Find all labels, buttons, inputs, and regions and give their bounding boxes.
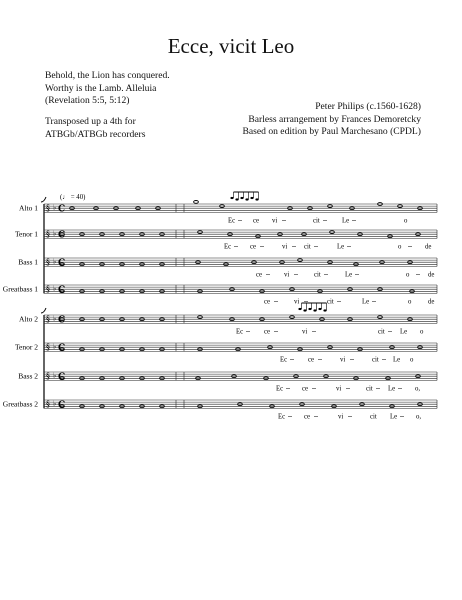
- flat-icon: ♭: [53, 399, 57, 408]
- bass-clef-icon: §: [46, 399, 50, 409]
- lyric-syllable: vi: [284, 271, 290, 279]
- lyric-syllable: Le: [342, 217, 350, 225]
- composer: Peter Philips (c.1560-1628): [315, 101, 421, 112]
- lyric-syllable: cit: [378, 328, 385, 336]
- tempo-mark: (♩ = 40): [60, 194, 86, 201]
- lyric-syllable: Ec: [224, 243, 232, 251]
- lyric-syllable: vi: [336, 385, 342, 393]
- lyric-syllable: cit: [304, 243, 311, 251]
- whole-note-icon: [194, 201, 199, 204]
- staff-greatbass-1: [3, 284, 437, 305]
- scripture-line: Worthy is the Lamb. Alleluia: [45, 82, 157, 94]
- staff-bass-2: [18, 371, 437, 392]
- part-label: Greatbass 1: [2, 284, 38, 294]
- lyric-syllable: o,: [416, 413, 422, 421]
- eighth-note-icon: [230, 197, 233, 199]
- lyric-syllable: vi: [302, 328, 308, 336]
- lyric-syllable: vi: [282, 243, 288, 251]
- transposition-line: Transposed up a 4th for: [45, 116, 136, 127]
- bass-clef-icon: §: [46, 284, 50, 294]
- lyric-syllable: Le: [393, 356, 401, 364]
- edition-source: Based on edition by Paul Marchesano (CPDL): [242, 126, 421, 138]
- common-time-icon: C: [58, 343, 66, 354]
- part-label: Alto 2: [19, 314, 38, 324]
- lyric-syllable: cit: [372, 356, 379, 364]
- transposition-line: ATBGb/ATBGb recorders: [45, 128, 146, 140]
- eighth-note-icon: [323, 309, 326, 311]
- part-label: Tenor 2: [14, 342, 38, 352]
- lyric-syllable: de: [428, 298, 435, 306]
- lyric-syllable: Ec: [236, 328, 244, 336]
- lyric-syllable: ce: [253, 217, 260, 225]
- lyric-syllable: vi: [294, 298, 300, 306]
- lyric-syllable: Le: [400, 328, 408, 336]
- lyric-syllable: ce: [250, 243, 257, 251]
- common-time-icon: C: [58, 230, 66, 241]
- page-title: Ecce, vicit Leo: [167, 34, 295, 58]
- staff-greatbass-2: [3, 399, 437, 420]
- arranger: Barless arrangement by Frances Demoretcky: [248, 113, 421, 125]
- lyric-syllable: cit: [327, 298, 334, 306]
- lyric-syllable: Ec: [280, 356, 288, 364]
- part-label: Bass 1: [18, 257, 38, 267]
- eighth-note-icon: [298, 308, 301, 310]
- part-label: Tenor 1: [14, 229, 38, 239]
- lyric-syllable: Le: [362, 298, 370, 306]
- eighth-note-icon: [250, 197, 253, 199]
- lyric-syllable: o: [420, 328, 424, 336]
- bracket-hook: [41, 308, 46, 313]
- bass-clef-icon: §: [46, 342, 50, 352]
- lyric-syllable: o: [410, 356, 414, 364]
- flat-icon: ♭: [53, 314, 57, 323]
- staff-alto-2: [19, 303, 437, 335]
- lyric-syllable: ce: [304, 413, 311, 421]
- part-label: Greatbass 2: [2, 399, 38, 409]
- lyric-syllable: vi: [338, 413, 344, 421]
- lyric-syllable: o: [404, 217, 408, 225]
- lyric-syllable: Ec: [228, 217, 236, 225]
- part-label: Bass 2: [18, 371, 38, 381]
- common-time-icon: C: [58, 400, 66, 411]
- common-time-icon: C: [58, 258, 66, 269]
- flat-icon: ♭: [53, 342, 57, 351]
- common-time-icon: C: [58, 285, 66, 296]
- bass-clef-icon: §: [46, 257, 50, 267]
- eighth-note-icon: [313, 309, 316, 311]
- staff-tenor-1: [15, 229, 437, 250]
- lyric-syllable: ce: [264, 298, 271, 306]
- lyric-syllable: vi: [272, 217, 278, 225]
- flat-icon: ♭: [53, 284, 57, 293]
- eighth-note-icon: [255, 198, 258, 200]
- lyric-syllable: vi: [340, 356, 346, 364]
- lyric-syllable: de: [428, 271, 435, 279]
- lyric-syllable: ce: [264, 328, 271, 336]
- flat-icon: ♭: [53, 257, 57, 266]
- lyric-syllable: Le: [388, 385, 396, 393]
- lyric-syllable: ce: [302, 385, 309, 393]
- lyric-syllable: Le: [337, 243, 345, 251]
- eighth-note-icon: [245, 198, 248, 200]
- lyric-syllable: cit: [370, 413, 377, 421]
- bass-clef-icon: §: [46, 314, 50, 324]
- bass-clef-icon: §: [46, 229, 50, 239]
- lyric-syllable: o: [398, 243, 402, 251]
- part-label: Alto 1: [19, 203, 38, 213]
- flat-icon: ♭: [53, 371, 57, 380]
- lyric-syllable: Ec: [278, 413, 286, 421]
- staff-bass-1: [18, 257, 437, 278]
- bass-clef-icon: §: [46, 203, 50, 213]
- staff-tenor-2: [15, 342, 437, 363]
- lyric-syllable: ce: [256, 271, 263, 279]
- lyric-syllable: cit: [366, 385, 373, 393]
- eighth-note-icon: [308, 308, 311, 310]
- flat-icon: ♭: [53, 203, 57, 212]
- common-time-icon: C: [58, 204, 66, 215]
- eighth-note-icon: [303, 309, 306, 311]
- bracket-hook: [41, 197, 46, 202]
- common-time-icon: C: [58, 372, 66, 383]
- lyric-syllable: de: [425, 243, 432, 251]
- eighth-note-icon: [240, 197, 243, 199]
- lyric-syllable: o: [408, 298, 412, 306]
- lyric-syllable: Ec: [276, 385, 284, 393]
- lyric-syllable: ce: [308, 356, 315, 364]
- lyric-syllable: cit: [313, 217, 320, 225]
- flat-icon: ♭: [53, 229, 57, 238]
- scripture-reference: (Revelation 5:5, 5:12): [45, 95, 130, 107]
- lyric-syllable: o: [406, 271, 410, 279]
- bass-clef-icon: §: [46, 371, 50, 381]
- scripture-line: Behold, the Lion has conquered.: [45, 70, 170, 81]
- eighth-note-icon: [235, 198, 238, 200]
- common-time-icon: C: [58, 315, 66, 326]
- eighth-note-icon: [318, 308, 321, 310]
- lyric-syllable: Le: [345, 271, 353, 279]
- lyric-syllable: Le: [390, 413, 398, 421]
- lyric-syllable: o,: [415, 385, 421, 393]
- lyric-syllable: cit: [314, 271, 321, 279]
